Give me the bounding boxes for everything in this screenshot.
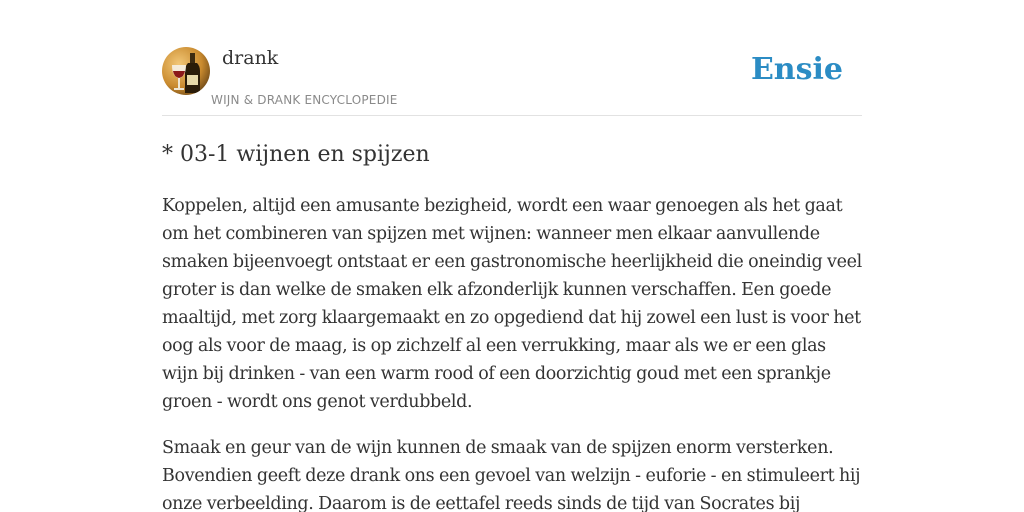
brand-logo-link[interactable]: Ensie [750, 52, 843, 87]
article-title: * 03-1 wijnen en spijzen [162, 142, 430, 167]
article-body [162, 192, 862, 512]
site-header [162, 0, 862, 116]
wine-glass-bottle-icon[interactable] [162, 47, 210, 95]
site-subtitle: WIJN & DRANK ENCYCLOPEDIE [211, 93, 398, 107]
article-paragraph: Koppelen, altijd een amusante bezigheid, wordt een waar genoegen als het gaat om het combineren van spijzen met wijnen: wanneer men elkaar aanvullende smaken bijeenvoegt ontstaat er een gastronomische heerlijkheid die oneindig veel groter is dan welke de smaken elk afzonderlijk kunnen verschaffen. Een goede maaltijd, met zorg klaargemaakt en zo opgediend dat hij zowel een lust is voor het oog als voor de maag, is op zichzelf al een verrukking, maar als we er een glas wijn bij drinken - van een warm rood of een doorzichtig goud met een sprankje groen - wordt ons genot verdubbeld. [162, 196, 862, 412]
page [162, 0, 862, 512]
site-name-link[interactable]: drank [222, 47, 279, 69]
article-paragraph: Smaak en geur van de wijn kunnen de smaak van de spijzen enorm versterken. Bovendien geeft deze drank ons een gevoel van welzijn - euforie - en stimuleert hij onze verbeelding. Daarom is de eettafel reeds sinds de tijd van Socrates bij [162, 438, 861, 512]
